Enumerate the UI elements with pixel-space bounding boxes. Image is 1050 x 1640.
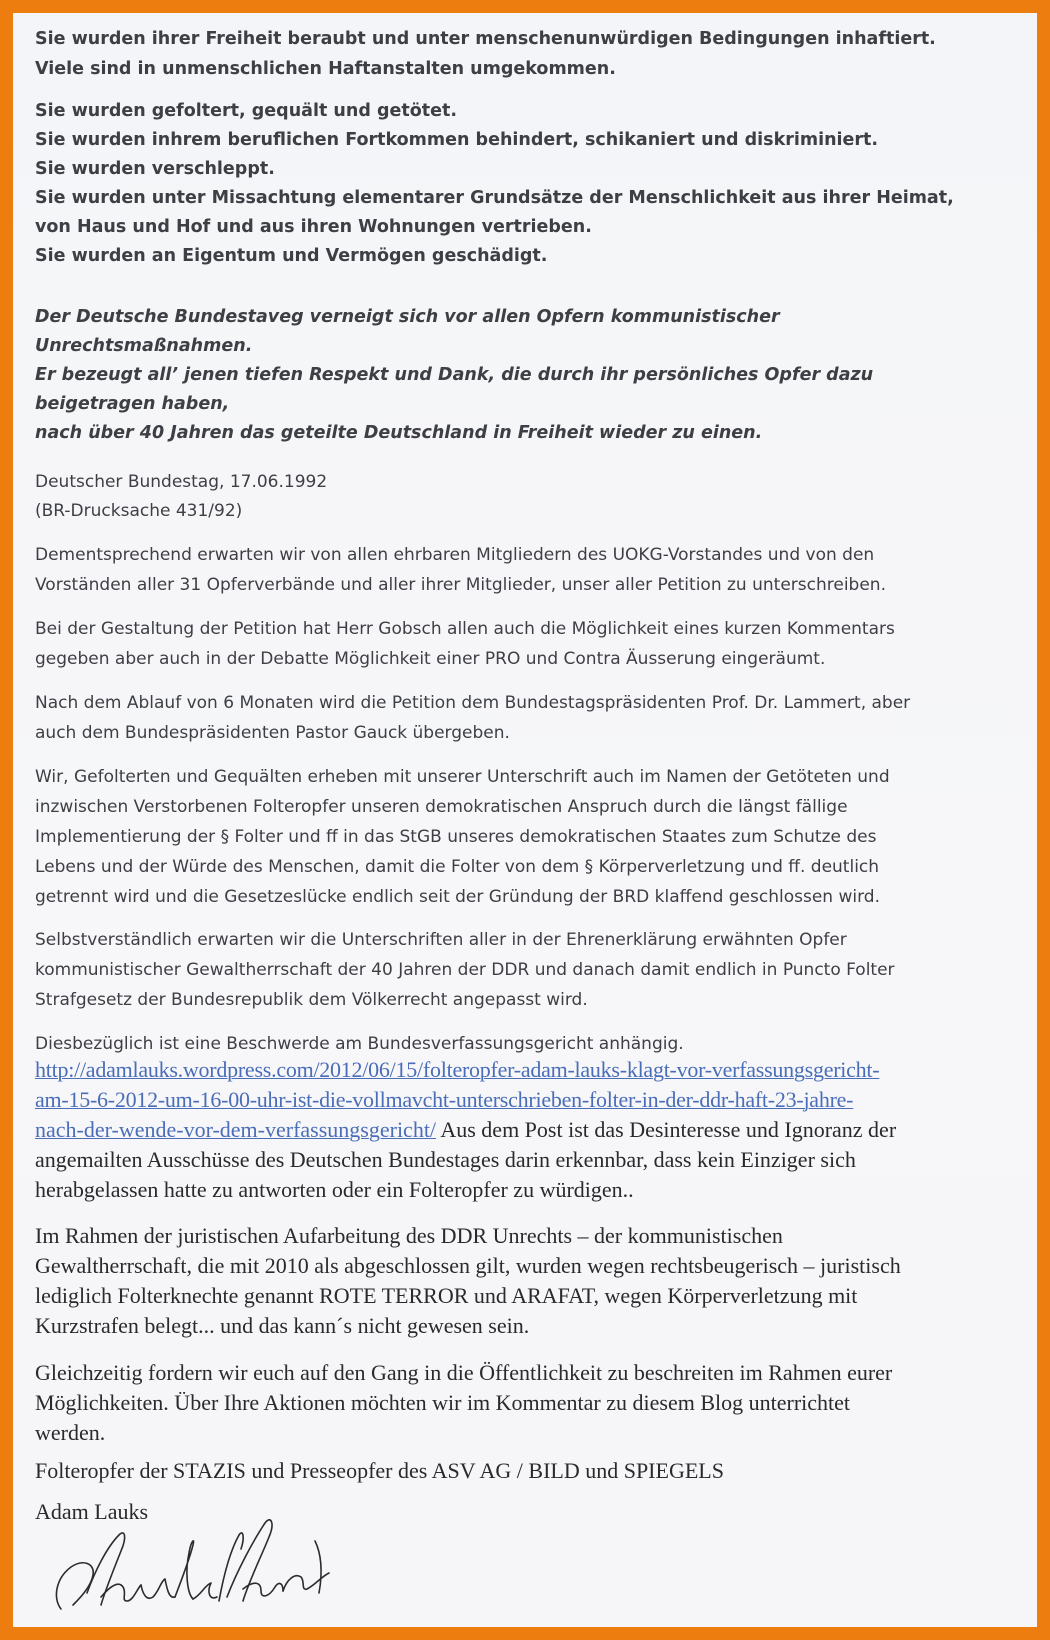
- author-name: Adam Lauks: [35, 1499, 149, 1524]
- text-line: kommunistischer Gewaltherrschaft der 40 Jahren der DDR und danach damit endlich in Puncto Folter: [35, 960, 895, 980]
- blog-link-line[interactable]: [35, 1117, 896, 1143]
- citation-line: Deutscher Bundestag, 17.06.1992: [35, 472, 328, 492]
- quote-line: Unrechtsmaßnahmen.: [35, 336, 253, 356]
- text-line: auch dem Bundespräsidenten Pastor Gauck übergeben.: [35, 723, 510, 743]
- text-line: herabgelassen hatte zu antworten oder ein Folteropfer zu würdigen..: [35, 1177, 634, 1202]
- text-line: Dementsprechend erwarten wir von allen ehrbaren Mitgliedern des UOKG-Vorstandes und von den: [35, 545, 875, 565]
- text-line: Lebens und der Würde des Menschen, damit die Folter von dem § Körperverletzung und ff. deutlich: [35, 857, 880, 877]
- text-line: Gleichzeitig fordern wir euch auf den Gang in die Öffentlichkeit zu beschreiten im Rahmen eurer: [35, 1360, 893, 1385]
- quote-line: nach über 40 Jahren das geteilte Deutschland in Freiheit wieder zu einen.: [35, 423, 763, 443]
- text-line: Kurzstrafen belegt... und das kann´s nicht gewesen sein.: [35, 1313, 530, 1338]
- blog-link[interactable]: am-15-6-2012-um-16-00-uhr-ist-die-vollmavcht-unterschrieben-folter-in-der-ddr-haft-23-jahre-: [35, 1087, 854, 1112]
- text-line: werden.: [35, 1420, 106, 1445]
- text-line: gegeben aber auch in der Debatte Möglichkeit einer PRO und Contra Äusserung eingeräumt.: [35, 649, 826, 669]
- quote-line: Er bezeugt all’ jenen tiefen Respekt und Dank, die durch ihr persönliches Opfer dazu: [35, 365, 874, 385]
- text-line: lediglich Folterknechte genannt ROTE TERROR und ARAFAT, wegen Körperverletzung mit: [35, 1283, 858, 1308]
- text-line: Vorständen aller 31 Opferverbände und aller ihrer Mitglieder, unser aller Petition zu unterschreiben.: [35, 575, 886, 595]
- text-line: von Haus und Hof und aus ihren Wohnungen vertrieben.: [35, 217, 592, 237]
- blog-link[interactable]: nach-der-wende-vor-dem-verfassungsgericht/: [35, 1117, 437, 1142]
- document-page: [13, 13, 1037, 1627]
- text-line: Sie wurden inhrem beruflichen Fortkommen behindert, schikaniert und diskriminiert.: [35, 130, 879, 150]
- text-line: Sie wurden an Eigentum und Vermögen geschädigt.: [35, 246, 548, 266]
- text-line: Sie wurden gefoltert, gequält und getötet.: [35, 101, 457, 121]
- closing-line: Folteropfer der STAZIS und Presseopfer des ASV AG / BILD und SPIEGELS: [35, 1458, 724, 1483]
- text-line: Nach dem Ablauf von 6 Monaten wird die Petition dem Bundestagspräsidenten Prof. Dr. Lammert, aber: [35, 693, 911, 713]
- quote-line: Der Deutsche Bundestaveg verneigt sich vor allen Opfern kommunistischer: [35, 307, 780, 327]
- text-line: getrennt wird und die Gesetzeslücke endlich seit der Gründung der BRD klaffend geschlossen wird.: [35, 887, 880, 907]
- text-line: Viele sind in unmenschlichen Haftanstalten umgekommen.: [35, 59, 616, 79]
- text-line: inzwischen Verstorbenen Folteropfer unseren demokratischen Anspruch durch die längst fällige: [35, 797, 848, 817]
- text-line: Bei der Gestaltung der Petition hat Herr Gobsch allen auch die Möglichkeit eines kurzen Kommentars: [35, 619, 895, 639]
- text-line: angemailten Ausschüsse des Deutschen Bundestages darin erkennbar, dass kein Einziger sich: [35, 1147, 856, 1172]
- handwritten-signature: [43, 1501, 363, 1621]
- text-line: Gewaltherrschaft, die mit 2010 als abgeschlossen gilt, wurden wegen rechtsbeugerisch – juristisch: [35, 1253, 901, 1278]
- text-line: Sie wurden verschleppt.: [35, 159, 275, 179]
- text-line: Im Rahmen der juristischen Aufarbeitung des DDR Unrechts – der kommunistischen: [35, 1223, 783, 1248]
- text-line: Diesbezüglich ist eine Beschwerde am Bundesverfassungsgericht anhängig.: [35, 1034, 684, 1054]
- text-line: Sie wurden unter Missachtung elementarer Grundsätze der Menschlichkeit aus ihrer Heimat,: [35, 188, 954, 208]
- text-line: Selbstverständlich erwarten wir die Unterschriften aller in der Ehrenerklärung erwähnten Opfer: [35, 930, 847, 950]
- text-line: Wir, Gefolterten und Gequälten erheben mit unserer Unterschrift auch im Namen der Getöteten und: [35, 767, 890, 787]
- text-line: Sie wurden ihrer Freiheit beraubt und unter menschenunwürdigen Bedingungen inhaftiert.: [35, 29, 936, 49]
- blog-link[interactable]: http://adamlauks.wordpress.com/2012/06/15/folteropfer-adam-lauks-klagt-vor-verfassungsgericht-: [35, 1057, 880, 1082]
- citation-line: (BR-Drucksache 431/92): [35, 501, 243, 521]
- text-span: Aus dem Post ist das Desinteresse und Ignoranz der: [436, 1117, 897, 1142]
- text-line: Implementierung der § Folter und ff in das StGB unseres demokratischen Staates zum Schutze des: [35, 827, 877, 847]
- blog-link-line[interactable]: [35, 1087, 853, 1113]
- text-line: Möglichkeiten. Über Ihre Aktionen möchten wir im Kommentar zu diesem Blog unterrichtet: [35, 1390, 851, 1415]
- quote-line: beigetragen haben,: [35, 394, 230, 414]
- blog-link-line[interactable]: [35, 1057, 879, 1083]
- text-line: Strafgesetz der Bundesrepublik dem Völkerrecht angepasst wird.: [35, 990, 588, 1010]
